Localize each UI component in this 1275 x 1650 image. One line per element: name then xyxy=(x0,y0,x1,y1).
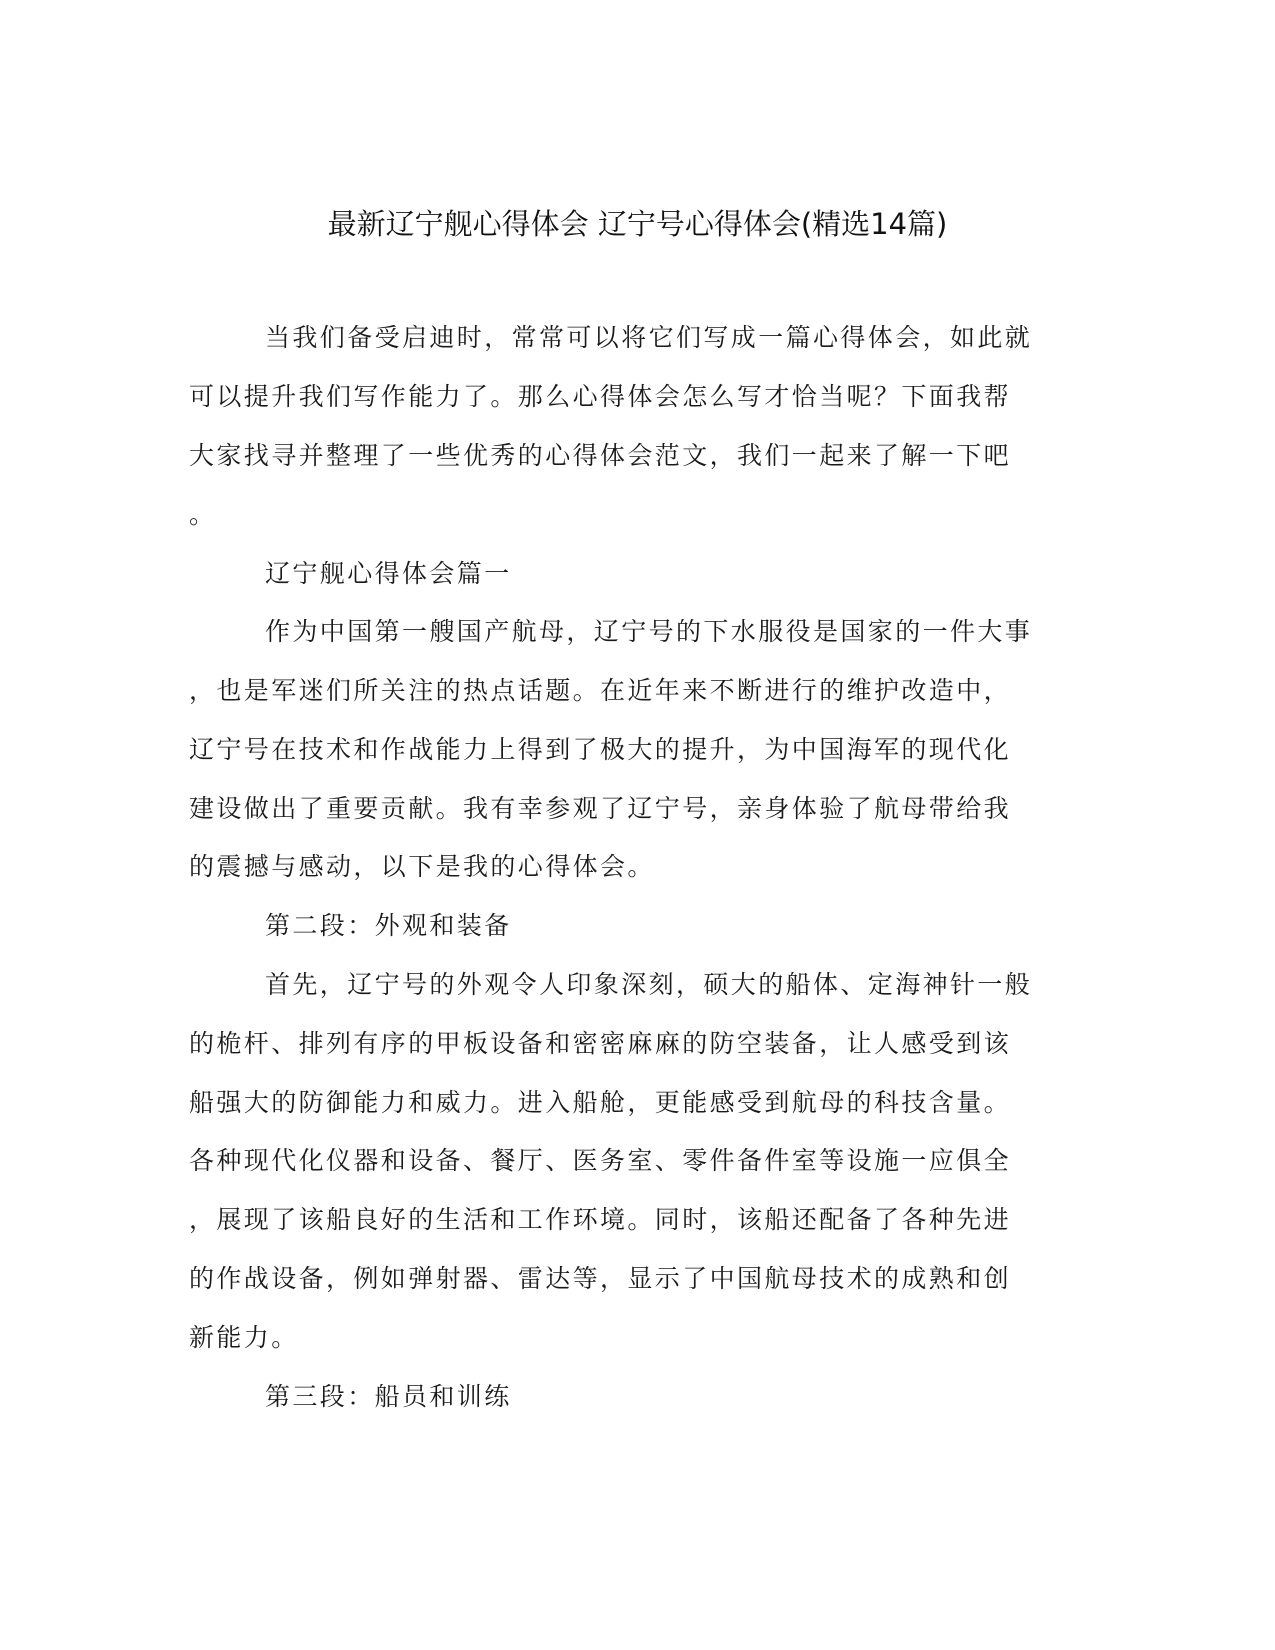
paragraph-line: 。 xyxy=(189,500,217,529)
paragraph-line: 大家找寻并整理了一些优秀的心得体会范文，我们一起来了解一下吧 xyxy=(189,441,1012,470)
paragraph-line: 新能力。 xyxy=(189,1323,299,1352)
paragraph-line: ，展现了该船良好的生活和工作环境。同时，该船还配备了各种先进 xyxy=(189,1205,1012,1234)
paragraph-line: 的桅杆、排列有序的甲板设备和密密麻麻的防空装备，让人感受到该 xyxy=(189,1029,1012,1058)
section-heading: 第二段：外观和装备 xyxy=(265,911,512,940)
paragraph-line: ，也是军迷们所关注的热点话题。在近年来不断进行的维护改造中， xyxy=(189,676,1012,705)
paragraph-line: 建设做出了重要贡献。我有幸参观了辽宁号，亲身体验了航母带给我 xyxy=(189,794,1012,823)
section-heading: 辽宁舰心得体会篇一 xyxy=(265,559,512,588)
paragraph-line: 当我们备受启迪时，常常可以将它们写成一篇心得体会，如此就 xyxy=(265,323,1033,352)
paragraph-line: 可以提升我们写作能力了。那么心得体会怎么写才恰当呢？下面我帮 xyxy=(189,382,1012,411)
paragraph-line: 作为中国第一艘国产航母，辽宁号的下水服役是国家的一件大事 xyxy=(265,617,1033,646)
document-title: 最新辽宁舰心得体会 辽宁号心得体会(精选14篇) xyxy=(327,207,948,241)
section-heading: 第三段：船员和训练 xyxy=(265,1382,512,1411)
paragraph-line: 的震撼与感动，以下是我的心得体会。 xyxy=(189,852,655,881)
paragraph-line: 各种现代化仪器和设备、餐厅、医务室、零件备件室等设施一应俱全 xyxy=(189,1146,1012,1175)
paragraph-line: 辽宁号在技术和作战能力上得到了极大的提升，为中国海军的现代化 xyxy=(189,735,1012,764)
paragraph-line: 首先，辽宁号的外观令人印象深刻，硕大的船体、定海神针一般 xyxy=(265,970,1033,999)
paragraph-line: 船强大的防御能力和威力。进入船舱，更能感受到航母的科技含量。 xyxy=(189,1088,1012,1117)
paragraph-line: 的作战设备，例如弹射器、雷达等，显示了中国航母技术的成熟和创 xyxy=(189,1264,1012,1293)
